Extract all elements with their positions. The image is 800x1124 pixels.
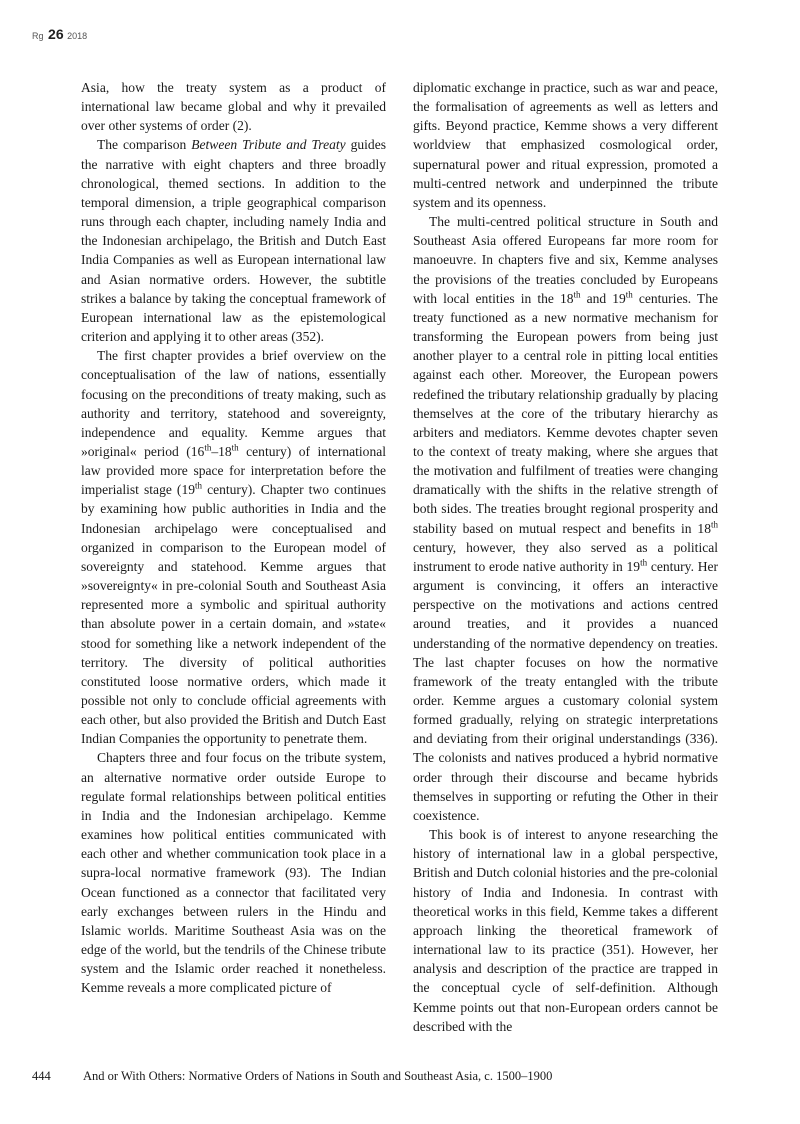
right-paragraph-2: The multi-centred political structure in South and Southeast Asia offered Europeans far more room for manoeuvre. In chapters five and six, Kemme analyses the provisions of the treaties concluded by Europeans with local entities in the 18th and 19th centuries. The treaty functioned as a new normative mechanism for transforming the European powers from being just another player to a central role in pitting local entities against each other. Moreover, the European powers redefined the tributary relationship gradually by placing themselves at the core of the tributary hierarchy as arbiters and mediators. Kemme devotes chapter seven to the context of treaty making, where she argues that the motivation and fulfilment of treaties were changing dramatically with the shifts in the relative strength of both sides. The treaties brought regional prosperity and stability based on mutual respect and benefits in 18th century, however, they also served as a political instrument to erode native authority in 19th century. Her argument is convincing, it offers an interactive perspective on the motivations and actions centred around treaties, and it provides a nuanced understanding of the normative dependency on treaties. The last chapter focuses on how the normative framework of the treaty entangled with the tribute order. Kemme argues a customary colonial system formed gradually, relying on strategic interpretations and deviating from their original understandings (336). The colonists and natives produced a hybrid normative order through their discourse and became hybrids themselves in supporting or refuting the Other in their coexistence. xyxy=(413,214,718,823)
right-paragraph-3: This book is of interest to anyone researching the history of international law in a global perspective, British and Dutch colonial histories and the pre-colonial history of India and Indonesia. In contrast with theoretical works in this field, Kemme takes a different approach linking the theoretical framework of international law to its practice (351). However, her analysis and description of the practice are trapped in the conceptual cycle of self-definition. Although Kemme points out that non-European orders cannot be described with the xyxy=(413,827,718,1034)
page-footer xyxy=(32,1069,752,1084)
left-paragraph-1: Asia, how the treaty system as a product of international law became global and why it prevailed over other systems of order (2). xyxy=(81,80,386,134)
journal-volume: 26 xyxy=(48,26,64,42)
book-title-italic: Between Tribute and Treaty xyxy=(191,137,346,153)
left-text-column xyxy=(81,78,386,998)
running-head xyxy=(32,27,87,41)
page-number: 444 xyxy=(32,1069,51,1083)
left-paragraph-4: Chapters three and four focus on the tribute system, an alternative normative order outside Europe to regulate formal relationships between political entities in India and the Indonesian archipelago. Kemme examines how political entities communicated with each other and whether communication took place in a supra-local normative framework (93). The Indian Ocean functioned as a connector that facilitated very early exchanges between rulers in the Hindu and Islamic worlds. Maritime Southeast Asia was on the edge of the world, but the tendrils of the Chinese tribute system and the Islamic order reached it nonetheless. Kemme reveals a more complicated picture of xyxy=(81,750,386,996)
journal-prefix: Rg xyxy=(32,31,44,41)
left-paragraph-3: The first chapter provides a brief overview on the conceptualisation of the law of nations, essentially focusing on the preconditions of treaty making, such as authority and territory, statehood and sovereignty, independence and equality. Kemme argues that »original« period (16th–18th century) of international law provided more space for interpretation before the imperialist stage (19th century). Chapter two continues by examining how public authorities in India and the Indonesian archipelago were conceptualised and organized in comparison to the European model of sovereignty and statehood. Kemme argues that »sovereignty« in pre-colonial South and Southeast Asia represented more a symbolic and spiritual authority than absolute power in a certain domain, and »state« stood for something like a network independent of the territory. The diversity of political authorities constituted loose normative orders, which made it possible not only to conclude official agreements with each other, but also provided the British and Dutch East Indian Companies the opportunity to penetrate them. xyxy=(81,348,386,747)
left-paragraph-2: The comparison Between Tribute and Treaty guides the narrative with eight chapters and three broadly chronological, themed sections. In addition to the temporal dimension, a triple geographical comparison runs through each chapter, including namely India and the Indonesian archipelago, the British and Dutch East India Companies as well as European international law and Asian normative orders. However, the subtitle strikes a balance by taking the conceptual framework of European international law as the epistemological criterion and applying it to other areas (352). xyxy=(81,137,386,345)
right-paragraph-1: diplomatic exchange in practice, such as war and peace, the formalisation of agreements as well as letters and gifts. Beyond practice, Kemme shows a very different worldview that emphasized cosmological order, supernatural power and ritual expression, promoted a multi-centred network and underpinned the tribute system and its openness. xyxy=(413,80,718,210)
journal-year: 2018 xyxy=(67,31,88,41)
right-text-column xyxy=(413,78,718,1036)
footer-title: And or With Others: Normative Orders of Nations in South and Southeast Asia, c. 1500–1900 xyxy=(83,1069,553,1083)
